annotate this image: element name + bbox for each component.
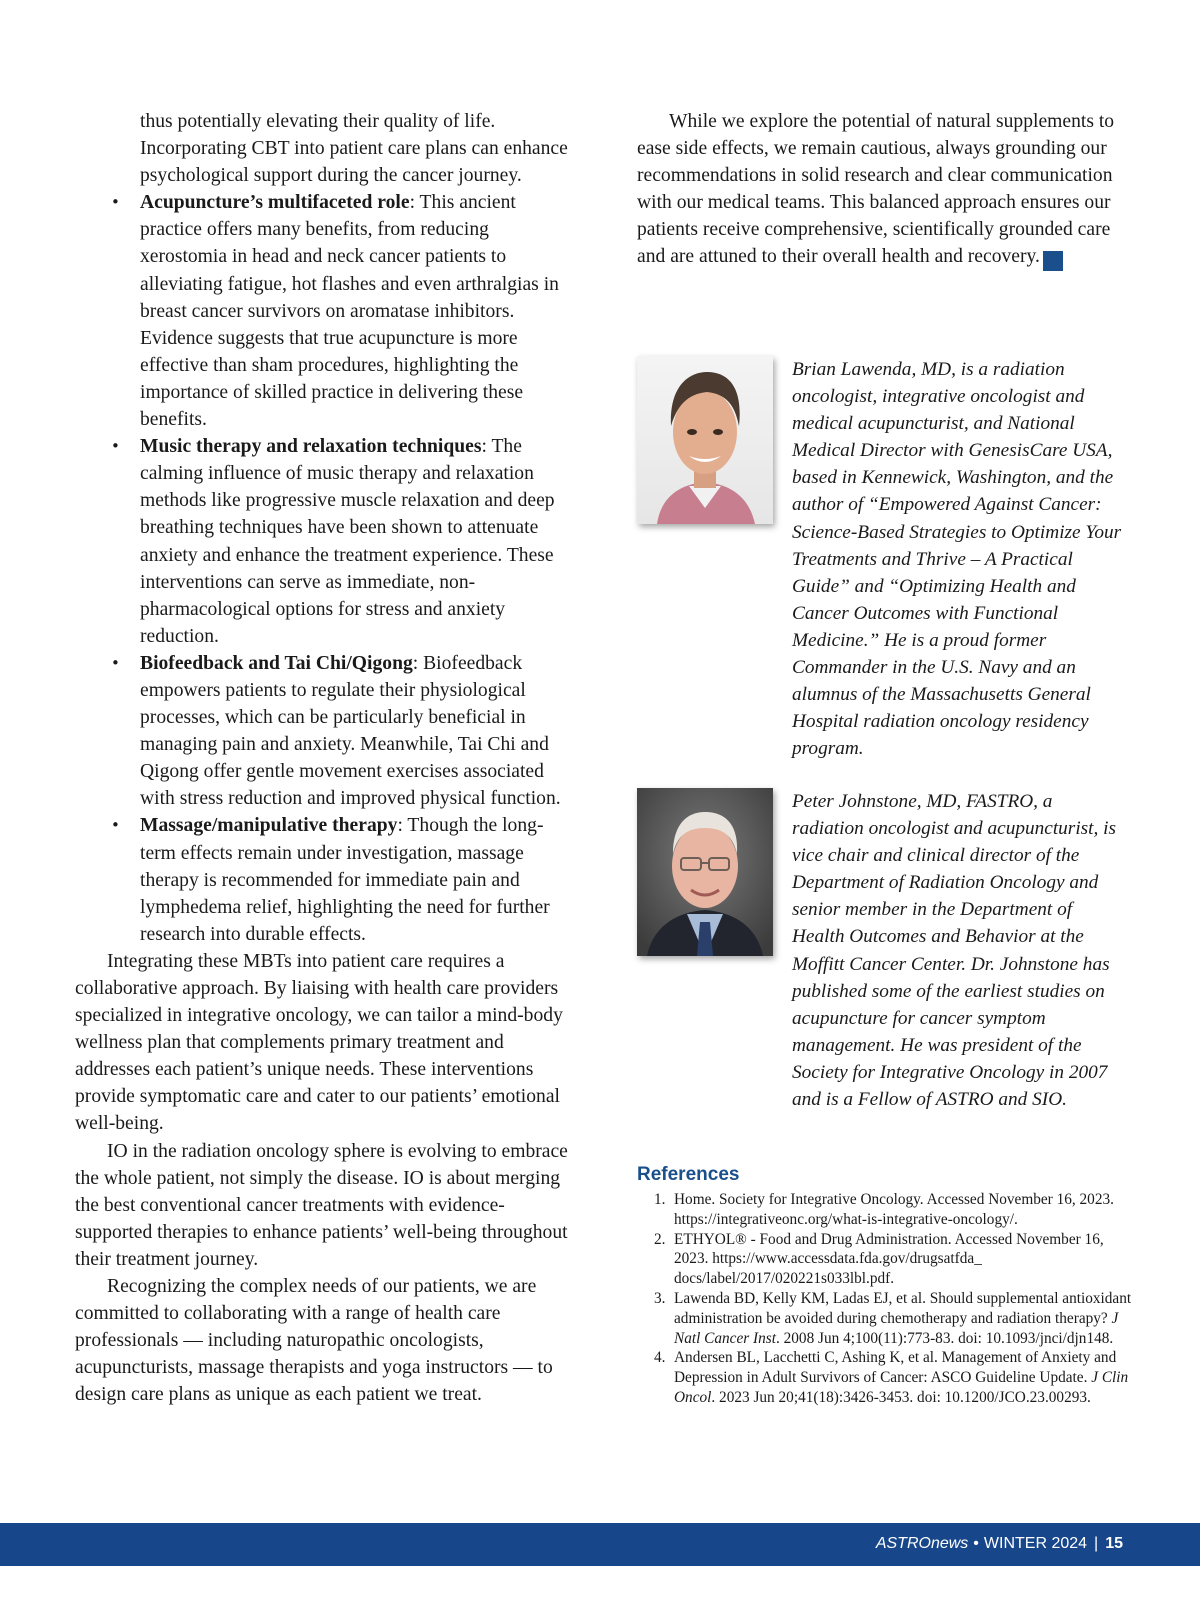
portrait-illustration (637, 356, 773, 524)
footer-info (876, 1535, 1123, 1553)
footer-divider: | (1094, 1535, 1099, 1552)
list-item (75, 433, 575, 650)
bullet-text: : This ancient practice offers many benefits, from reducing xerostomia in head and neck cancer patients to alleviating fatigue, hot flashes and even arthralgias in breast cancer survivors on aromatase inhibitors. Evidence suggests that true acupuncture is more effective than sham procedures, highlighting the importance of skilled practice in delivering these benefits. (140, 192, 559, 431)
reference-citation: . 2008 Jun 4;100(11):773-83. doi: 10.1093/jnci/djn148. (775, 1329, 1114, 1347)
list-item (75, 189, 575, 433)
body-paragraph: Integrating these MBTs into patient care requires a collaborative approach. By liaising with health care providers specialized in integrative oncology, we can tailor a mind-body wellness plan that complements primary treatment and addresses each patient’s unique needs. These interventions provide symptomatic care and cater to our patients’ emotional well-being. (75, 950, 563, 1135)
reference-number: 2. (654, 1230, 666, 1248)
list-item (75, 650, 575, 813)
reference-item (637, 1348, 1132, 1407)
bullet-title: Music therapy and relaxation techniques (140, 436, 482, 458)
left-column (75, 108, 575, 1409)
reference-citation: . 2023 Jun 20;41(18):3426-3453. doi: 10.1200/JCO.23.00293. (711, 1388, 1091, 1406)
bullet-text: : The calming influence of music therapy and relaxation methods like progressive muscle relaxation and deep breathing techniques have been shown to attenuate anxiety and enhance the treatment experience. These interventions can serve as immediate, non-pharmacological options for stress and anxiety reduction. (140, 436, 555, 647)
closing-paragraph (637, 108, 1127, 271)
references-heading: References (637, 1164, 740, 1185)
reference-item (637, 1289, 1132, 1348)
portrait-illustration (637, 788, 773, 956)
reference-text: Home. Society for Integrative Oncology. Accessed November 16, 2023. https://integrativeonc.org/what-is-integrative-oncology/. (674, 1191, 1114, 1228)
closing-paragraph-text: While we explore the potential of natural supplements to ease side effects, we remain cautious, always grounding our recommendations in solid research and clear communication with our medical teams. This balanced approach ensures our patients receive comprehensive, scientifically grounded care and are attuned to their overall health and recovery. (637, 111, 1115, 268)
bio-text: Peter Johnstone, MD, FASTRO, a radiation oncologist and acupuncturist, is vice chair and clinical director of the Department of Radiation Oncology and senior member in the Department of Health Outcomes and Behavior at the Moffitt Cancer Center. Dr. Johnstone has published some of the earliest studies on acupuncture for cancer symptom management. He was president of the Society for Integrative Oncology in 2007 and is a Fellow of ASTRO and SIO. (792, 791, 1117, 1111)
astro-end-mark-icon: A (1043, 251, 1063, 271)
body-paragraph: IO in the radiation oncology sphere is evolving to embrace the whole patient, not simply the disease. IO is about merging the best conventional cancer treatments with evidence-supported therapies to enhance patients’ well-being throughout their treatment journey. (75, 1140, 568, 1270)
bullet-text: : Though the long-term effects remain under investigation, massage therapy is recommended for immediate pain and lymphedema relief, highlighting the need for further research into durable effects. (140, 815, 550, 945)
references-section (637, 1164, 1132, 1408)
reference-item (637, 1230, 1132, 1289)
reference-journal: J Natl Cancer Inst (674, 1309, 1119, 1347)
reference-item (637, 1190, 1132, 1230)
mbt-bullet-list (75, 189, 575, 948)
publication-name: ASTROnews (875, 1535, 969, 1552)
reference-number: 4. (654, 1349, 666, 1367)
bullet-title: Biofeedback and Tai Chi/Qigong (140, 652, 413, 674)
reference-text: Lawenda BD, Kelly KM, Ladas EJ, et al. Should supplemental antioxidant administration be avoided during chemotherapy and radiation therapy? (674, 1289, 1132, 1327)
reference-text: ETHYOL® - Food and Drug Administration. Accessed November 16, 2023. https://www.accessdata.fda.gov/drugsatfda_ docs/label/2017/020221s033lbl.pdf. (674, 1230, 1104, 1288)
issue-label: WINTER 2024 (983, 1535, 1088, 1552)
bullet-text: : Biofeedback empowers patients to regulate their physiological processes, which can be particularly beneficial in managing pain and anxiety. Meanwhile, Tai Chi and Qigong offer gentle movement exercises associated with stress reduction and improved physical function. (140, 652, 561, 810)
reference-number: 3. (654, 1289, 666, 1307)
author-photo-johnstone (637, 788, 773, 956)
reference-text: Andersen BL, Lacchetti C, Ashing K, et al. Management of Anxiety and Depression in Adult Survivors of Cancer: ASCO Guideline Update. (674, 1349, 1117, 1387)
footer-separator: • (973, 1535, 979, 1552)
author-photo-lawenda (637, 356, 773, 524)
bullet-title: Massage/manipulative therapy (140, 815, 398, 837)
reference-number: 1. (654, 1191, 666, 1208)
bullet-title: Acupuncture’s multifaceted role (140, 192, 410, 214)
references-list (637, 1190, 1132, 1408)
list-item (75, 812, 575, 947)
right-column (637, 108, 1127, 271)
bio-text: Brian Lawenda, MD, is a radiation oncologist, integrative oncologist and medical acupuncturist, and National Medical Director with GenesisCare USA, based in Kennewick, Washington, and the author of “Empowered Against Cancer: Science-Based Strategies to Optimize Your Treatments and Thrive – A Practical Guide” and “Optimizing Health and Cancer Outcomes with Functional Medicine.” He is a proud former Commander in the U.S. Navy and an alumnus of the Massachusetts General Hospital radiation oncology residency program. (792, 359, 1122, 760)
page-number: 15 (1105, 1535, 1123, 1552)
body-paragraph: Recognizing the complex needs of our patients, we are committed to collaborating with a range of health care professionals — including naturopathic oncologists, acupuncturists, massage therapists and yoga instructors — to design care plans as unique as each patient we treat. (75, 1276, 553, 1406)
cbt-continuation: thus potentially elevating their quality of life. Incorporating CBT into patient care plans can enhance psychological support during the cancer journey. (140, 111, 568, 187)
page-footer (0, 1523, 1200, 1566)
reference-journal: J Clin Oncol (674, 1369, 1129, 1406)
